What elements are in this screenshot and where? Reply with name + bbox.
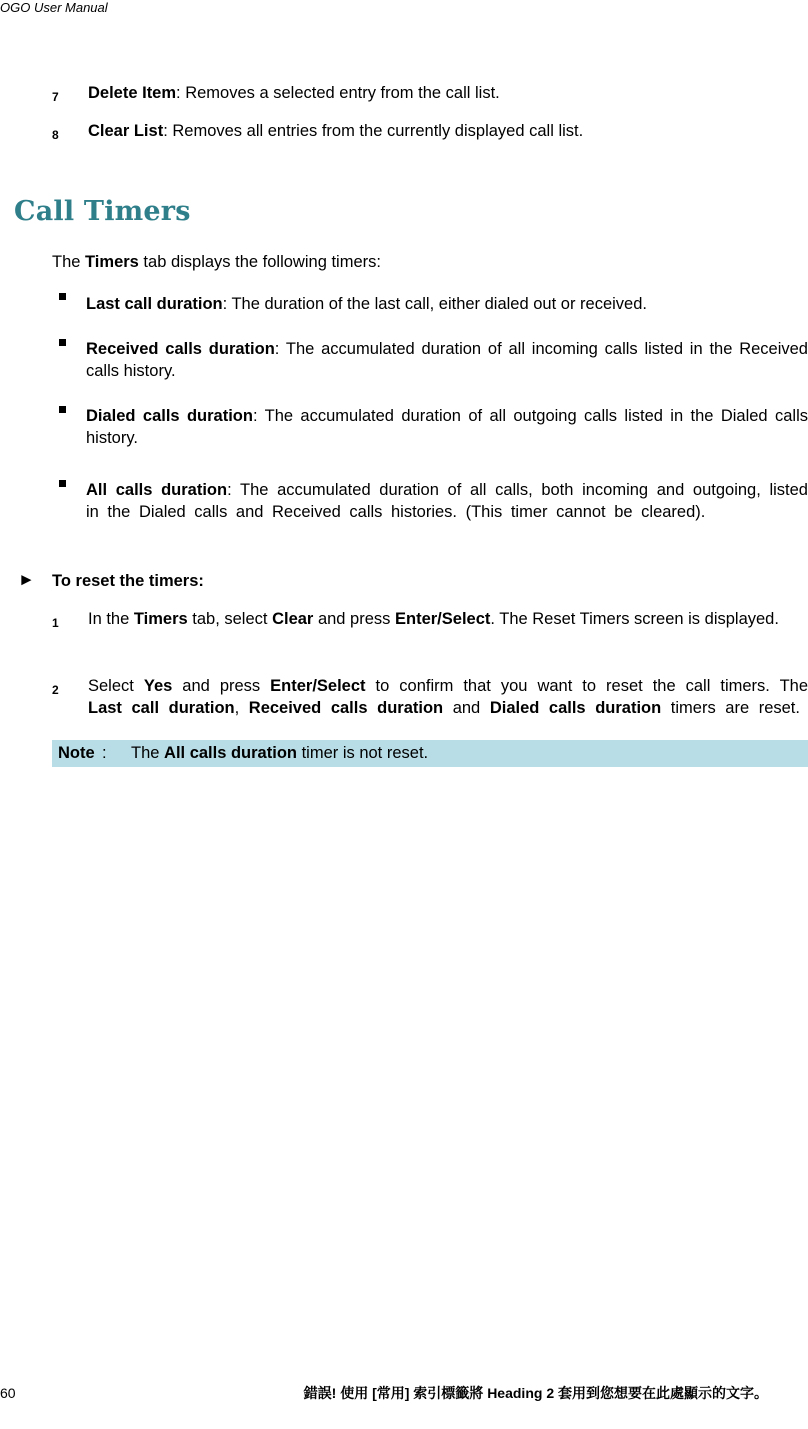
step-term: Yes xyxy=(143,677,173,695)
note-text xyxy=(131,740,428,767)
step-term: Enter/Select xyxy=(395,610,491,628)
procedure-title: To reset the timers: xyxy=(52,572,204,590)
bullet-square-icon xyxy=(59,406,66,413)
step-term: Enter/Select xyxy=(270,677,366,695)
note-text-part: timer is not reset. xyxy=(296,744,429,762)
intro-paragraph xyxy=(52,251,381,273)
step-text: and xyxy=(443,699,490,717)
description: : The accumulated duration of all outgoing calls listed in the Dialed calls history. xyxy=(86,407,808,447)
description: : Removes all entries from the currently displayed call list. xyxy=(163,122,584,140)
procedure-arrow-icon: ► xyxy=(18,570,35,589)
note-text-part: The xyxy=(131,744,165,762)
term: Dialed calls duration xyxy=(86,407,253,425)
description: : The accumulated duration of all calls, both incoming and outgoing, listed in the Dialed calls and Received calls histories. (This timer cannot be cleared). xyxy=(86,481,808,521)
note-label: Note xyxy=(58,744,95,762)
step-term: Last call duration xyxy=(88,699,235,717)
term: Delete Item xyxy=(88,84,177,102)
step-text: to confirm that you want to reset the call timers. The xyxy=(365,677,808,695)
description: : The accumulated duration of all incoming calls listed in the Received calls history. xyxy=(86,340,808,380)
page-number: 60 xyxy=(0,1385,16,1401)
bullet-item xyxy=(86,338,808,382)
intro-text: The xyxy=(52,253,86,271)
step-text: and press xyxy=(172,677,271,695)
step-text: , xyxy=(234,699,249,717)
step-text: In the xyxy=(88,610,134,628)
step-text: . The Reset Timers screen is displayed. xyxy=(490,610,779,628)
list-item xyxy=(88,120,583,142)
step-number: 2 xyxy=(52,683,59,697)
section-heading: Call Timers xyxy=(14,196,191,227)
step-term: Timers xyxy=(133,610,188,628)
bullet-item xyxy=(86,293,808,315)
step-text: Select xyxy=(88,677,144,695)
term: Received calls duration xyxy=(86,340,275,358)
description: : Removes a selected entry from the call list. xyxy=(176,84,500,102)
footer-error-text: 錯誤! 使用 [常用] 索引標籤將 Heading 2 套用到您想要在此處顯示的文字。 xyxy=(303,1385,768,1401)
description: : The duration of the last call, either dialed out or received. xyxy=(222,295,647,313)
step-number: 1 xyxy=(52,616,59,630)
intro-text: tab displays the following timers: xyxy=(138,253,381,271)
term: Clear List xyxy=(88,122,164,140)
step-text: tab, select xyxy=(187,610,273,628)
step-text: timers are reset. xyxy=(661,699,800,717)
step-term: Received calls duration xyxy=(248,699,444,717)
term: All calls duration xyxy=(86,481,228,499)
step-text: and press xyxy=(313,610,395,628)
running-header: OGO User Manual xyxy=(0,0,108,15)
procedure-step xyxy=(88,608,808,630)
note-colon: : xyxy=(102,744,107,762)
step-term: Dialed calls duration xyxy=(489,699,662,717)
note-box xyxy=(52,740,808,767)
term: Last call duration xyxy=(86,295,223,313)
list-number: 8 xyxy=(52,128,59,142)
bullet-square-icon xyxy=(59,293,66,300)
bullet-square-icon xyxy=(59,339,66,346)
bullet-item xyxy=(86,479,808,523)
intro-term: Timers xyxy=(85,253,139,271)
bullet-item xyxy=(86,405,808,449)
note-term: All calls duration xyxy=(164,744,297,762)
bullet-square-icon xyxy=(59,480,66,487)
list-number: 7 xyxy=(52,90,59,104)
list-item xyxy=(88,82,500,104)
step-term: Clear xyxy=(272,610,314,628)
procedure-step xyxy=(88,675,808,719)
